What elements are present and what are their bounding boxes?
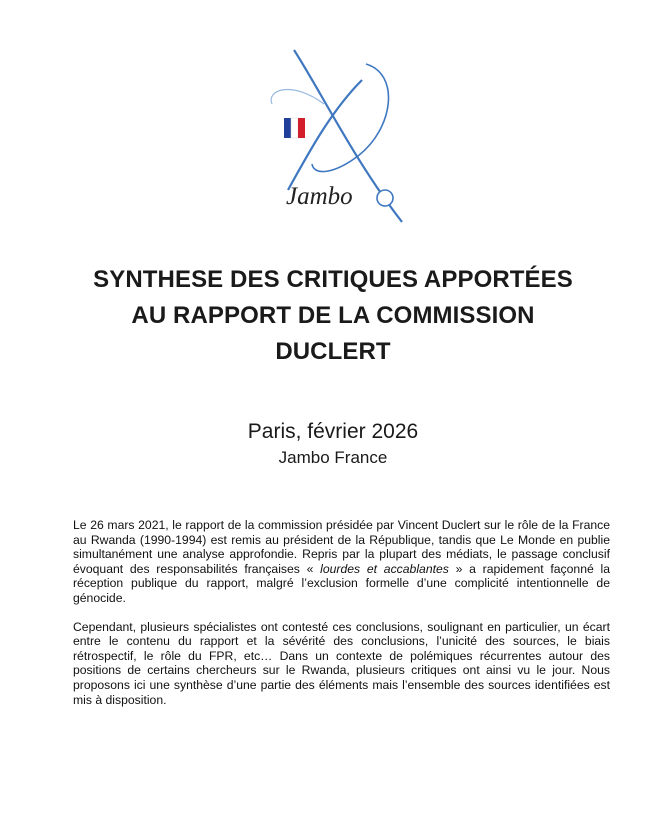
- flag-white-band: [291, 118, 298, 138]
- organization-name: Jambo France: [278, 448, 388, 467]
- document-body: [73, 518, 610, 721]
- paragraph-intro-text-a: Le 26 mars 2021, le rapport de la commission présidée par Vincent Duclert sur le rôle de la France au Rwanda (1990-1994) est remis au président de la République, tandis que Le Monde en publie simultanément une analyse approfondie. Repris par la plupart des médiats, le passage conclusif évoquant des responsabilités françaises «: [73, 518, 610, 576]
- title-line-3: DUCLERT: [275, 338, 391, 365]
- logo-swoosh-line: [271, 90, 324, 104]
- paragraph-critiques: Cependant, plusieurs spécialistes ont contesté ces conclusions, soulignant en particulier, un écart entre le contenu du rapport et la sévérité des conclusions, l’unicité des sources, le biais rétrospectif, le rôle du FPR, etc… Dans un contexte de polémiques récurrentes autour des positions de certains chercheurs sur le Rwanda, plusieurs critiques ont ainsi vu le jour. Nous proposons ici une synthèse d’une partie des éléments mais l’ensemble des sources identifiées est mis à disposition.: [73, 619, 610, 707]
- flag-red-band: [298, 118, 305, 138]
- logo-text: Jambo: [286, 183, 353, 210]
- jambo-logo: [262, 40, 412, 230]
- paragraph-intro: [73, 518, 610, 606]
- paragraph-intro-text-b: » a rapidement façonné la réception publique du rapport, malgré l’exclusion formelle d’une complicité intentionnelle de génocide.: [73, 561, 610, 605]
- title-line-2: AU RAPPORT DE LA COMMISSION: [131, 302, 535, 329]
- logo-swoosh-line: [312, 64, 389, 172]
- title-line-1: SYNTHESE DES CRITIQUES APPORTÉES: [93, 266, 573, 293]
- flag-blue-band: [284, 118, 291, 138]
- quoted-phrase: lourdes et accablantes: [320, 561, 449, 576]
- logo-globe-icon: [377, 190, 393, 206]
- page-title: [40, 262, 626, 370]
- place-date: Paris, février 2026: [247, 420, 419, 443]
- orbit-logo-graphic: [262, 40, 412, 230]
